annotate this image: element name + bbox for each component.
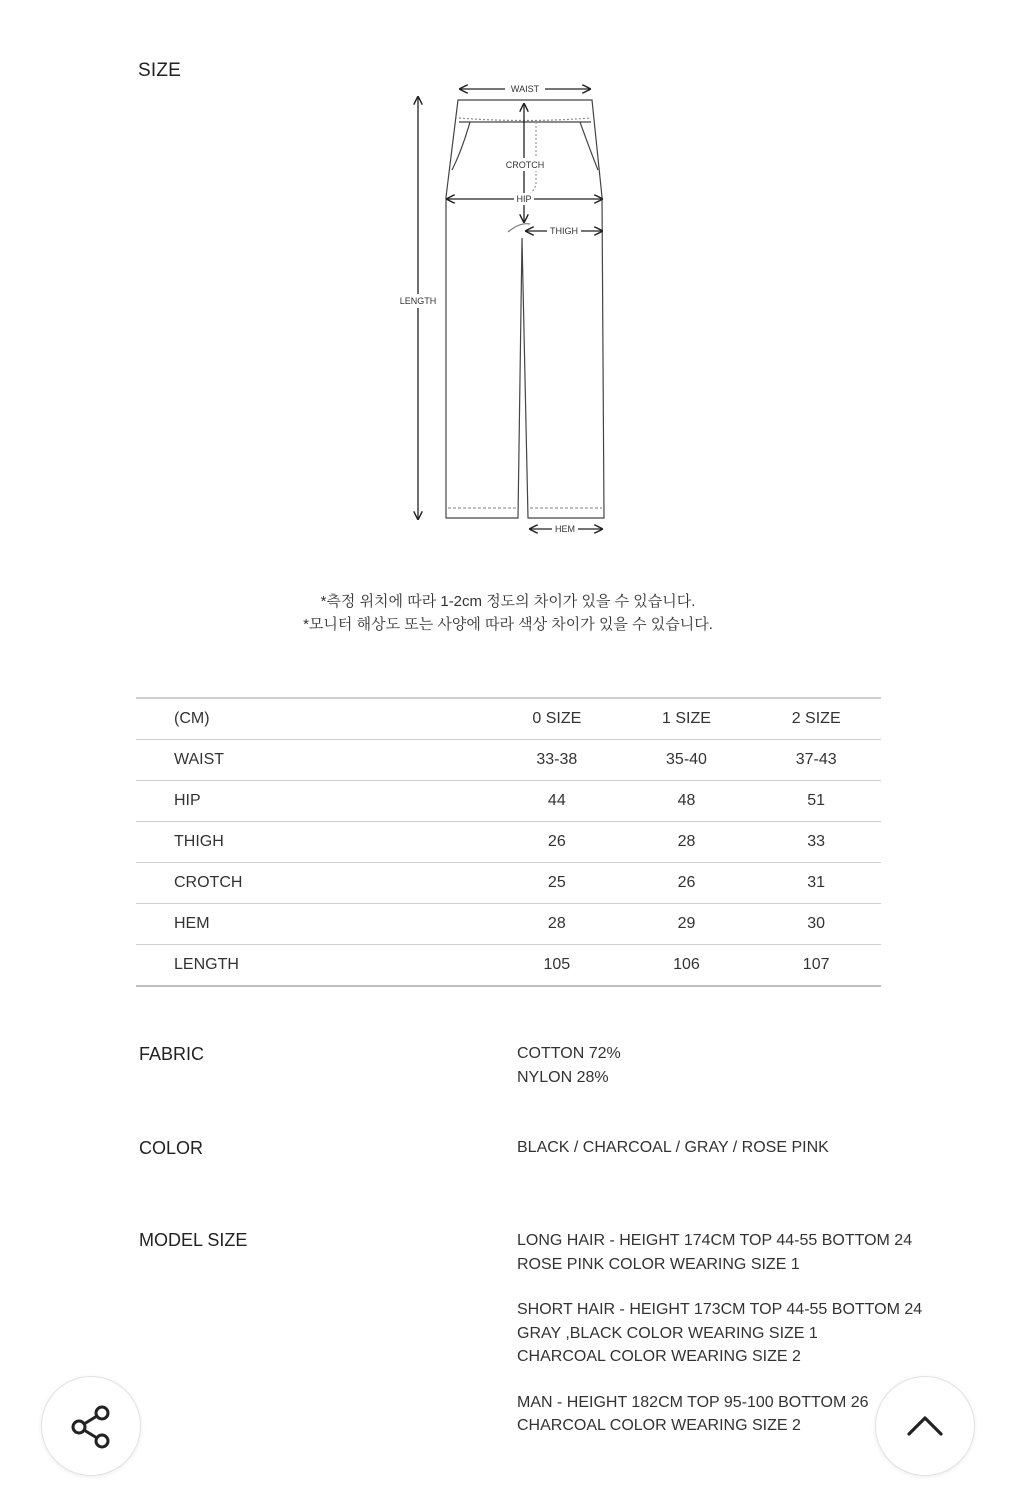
table-cell: 37-43 [751,740,881,781]
pants-size-diagram [380,78,640,548]
table-cell: 25 [492,863,622,904]
model-line: CHARCOAL COLOR WEARING SIZE 2 [517,1348,801,1365]
table-cell: 48 [622,781,752,822]
table-header-row [136,698,881,740]
hem-label: HEM [555,524,575,534]
table-cell: 51 [751,781,881,822]
chevron-up-icon [905,1406,945,1446]
size-table [136,697,881,987]
table-cell: 28 [622,822,752,863]
table-cell: 33-38 [492,740,622,781]
color-label: COLOR [139,1138,204,1158]
table-cell: 107 [751,945,881,987]
header-unit: (CM) [136,698,492,740]
model-line: SHORT HAIR - HEIGHT 173CM TOP 44-55 BOTTOM 24 [517,1301,923,1318]
crotch-label: CROTCH [505,160,545,170]
fabric-value [517,1042,621,1089]
model-size-value [517,1229,922,1438]
hip-label: HIP [516,194,532,204]
table-cell: 30 [751,904,881,945]
measurement-notes [0,590,1016,636]
row-label: HEM [136,904,492,945]
model-line: MAN - HEIGHT 182CM TOP 95-100 BOTTOM 26 [517,1393,869,1411]
header-size-0: 0 SIZE [492,698,622,740]
table-row [136,904,881,945]
table-cell: 26 [622,863,752,904]
row-label: LENGTH [136,945,492,987]
model-size-label: MODEL SIZE [139,1230,248,1250]
table-cell: 35-40 [622,740,752,781]
header-size-2: 2 SIZE [751,698,881,740]
model-line: LONG HAIR - HEIGHT 174CM TOP 44-55 BOTTOM 24 [517,1232,913,1249]
table-row [136,863,881,904]
model-line: ROSE PINK COLOR WEARING SIZE 1 [517,1255,800,1273]
table-cell: 28 [492,904,622,945]
waist-label: WAIST [510,84,540,94]
table-row [136,740,881,781]
header-size-1: 1 SIZE [622,698,752,740]
section-title: SIZE [138,60,182,81]
model-line: GRAY ,BLACK COLOR WEARING SIZE 1 [517,1324,818,1342]
share-icon [67,1402,115,1450]
row-label: WAIST [136,740,492,781]
share-button[interactable] [41,1376,141,1476]
note-line: *모니터 해상도 또는 사양에 따라 색상 차이가 있을 수 있습니다. [303,616,713,633]
table-cell: 105 [492,945,622,987]
table-cell: 44 [492,781,622,822]
model-line: CHARCOAL COLOR WEARING SIZE 2 [517,1417,801,1434]
table-cell: 29 [622,904,752,945]
fabric-line: NYLON 28% [517,1068,609,1086]
scroll-to-top-button[interactable] [875,1376,975,1476]
length-label: LENGTH [399,296,437,306]
note-line: *측정 위치에 따라 1-2cm 정도의 차이가 있을 수 있습니다. [320,593,696,610]
table-row [136,781,881,822]
row-label: HIP [136,781,492,822]
fabric-line: COTTON 72% [517,1045,621,1062]
thigh-label: THIGH [550,226,578,236]
row-label: THIGH [136,822,492,863]
table-cell: 31 [751,863,881,904]
color-value: BLACK / CHARCOAL / GRAY / ROSE PINK [517,1139,829,1156]
table-cell: 106 [622,945,752,987]
table-cell: 33 [751,822,881,863]
table-row [136,945,881,987]
table-cell: 26 [492,822,622,863]
row-label: CROTCH [136,863,492,904]
fabric-label: FABRIC [139,1044,205,1064]
table-row [136,822,881,863]
